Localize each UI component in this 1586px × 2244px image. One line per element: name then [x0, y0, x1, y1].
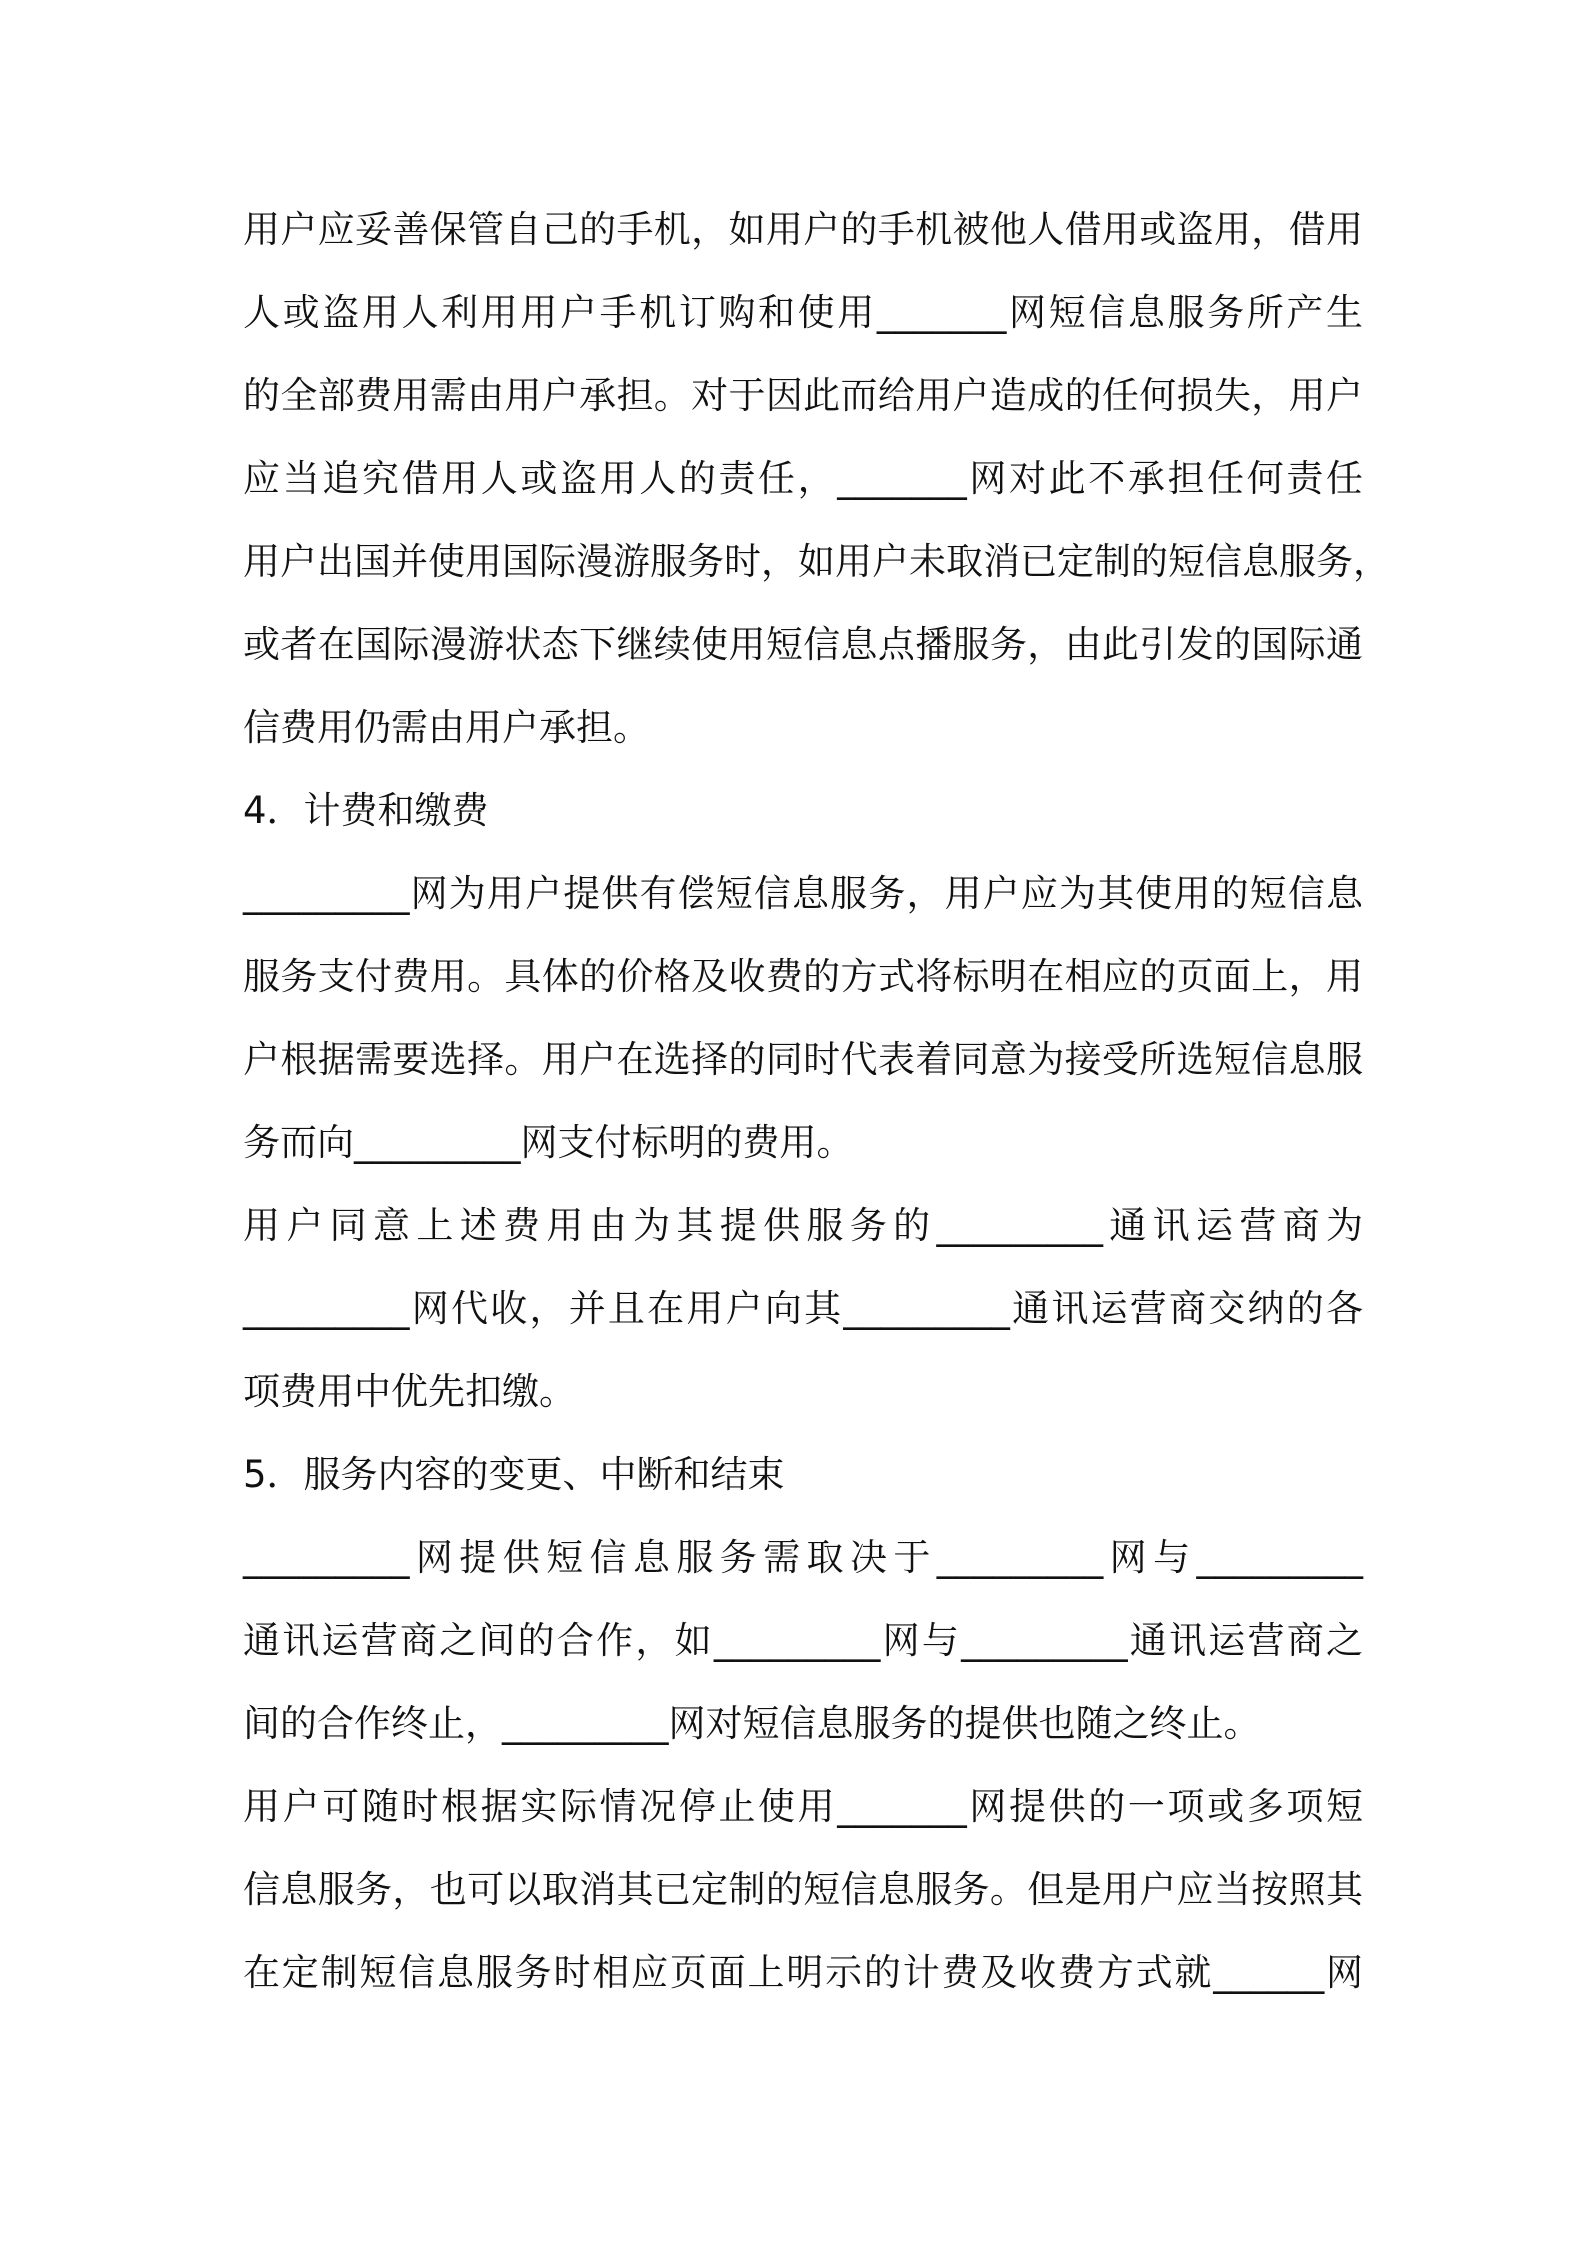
- text-line: 的全部费用需由用户承担。对于因此而给用户造成的任何损失，用户: [243, 374, 1363, 417]
- section-heading: 4．计费和缴费: [243, 789, 489, 832]
- text-line: 人或盗用人利用用户手机订购和使用_______网短信息服务所产生: [243, 291, 1363, 334]
- text-line: 间的合作终止，_________网对短信息服务的提供也随之终止。: [243, 1702, 1261, 1745]
- text-line: 项费用中优先扣缴。: [243, 1370, 576, 1413]
- text-line: 在定制短信息服务时相应页面上明示的计费及收费方式就______网: [243, 1951, 1363, 1994]
- text-line: 用户同意上述费用由为其提供服务的_________通讯运营商为: [243, 1204, 1363, 1247]
- section-heading: 5．服务内容的变更、中断和结束: [243, 1453, 785, 1496]
- text-line: 信息服务，也可以取消其已定制的短信息服务。但是用户应当按照其: [243, 1868, 1363, 1911]
- text-line: 或者在国际漫游状态下继续使用短信息点播服务，由此引发的国际通: [243, 623, 1363, 666]
- text-line: 用户可随时根据实际情况停止使用_______网提供的一项或多项短: [243, 1785, 1363, 1828]
- text-line: _________网代收，并且在用户向其_________通讯运营商交纳的各: [243, 1287, 1363, 1330]
- text-line: _________网提供短信息服务需取决于_________网与_________: [243, 1536, 1363, 1579]
- text-line: 用户应妥善保管自己的手机，如用户的手机被他人借用或盗用，借用: [243, 208, 1363, 251]
- text-line: 应当追究借用人或盗用人的责任，_______网对此不承担任何责任: [243, 457, 1363, 500]
- text-line: 户根据需要选择。用户在选择的同时代表着同意为接受所选短信息服: [243, 1038, 1363, 1081]
- text-line: 服务支付费用。具体的价格及收费的方式将标明在相应的页面上，用: [243, 955, 1363, 998]
- text-line: 通讯运营商之间的合作，如_________网与_________通讯运营商之: [243, 1619, 1363, 1662]
- text-line: 信费用仍需由用户承担。: [243, 706, 650, 749]
- text-line: _________网为用户提供有偿短信息服务，用户应为其使用的短信息: [243, 872, 1363, 915]
- text-line: 务而向_________网支付标明的费用。: [243, 1121, 854, 1164]
- text-line: 用户出国并使用国际漫游服务时，如用户未取消已定制的短信息服务，: [243, 540, 1390, 583]
